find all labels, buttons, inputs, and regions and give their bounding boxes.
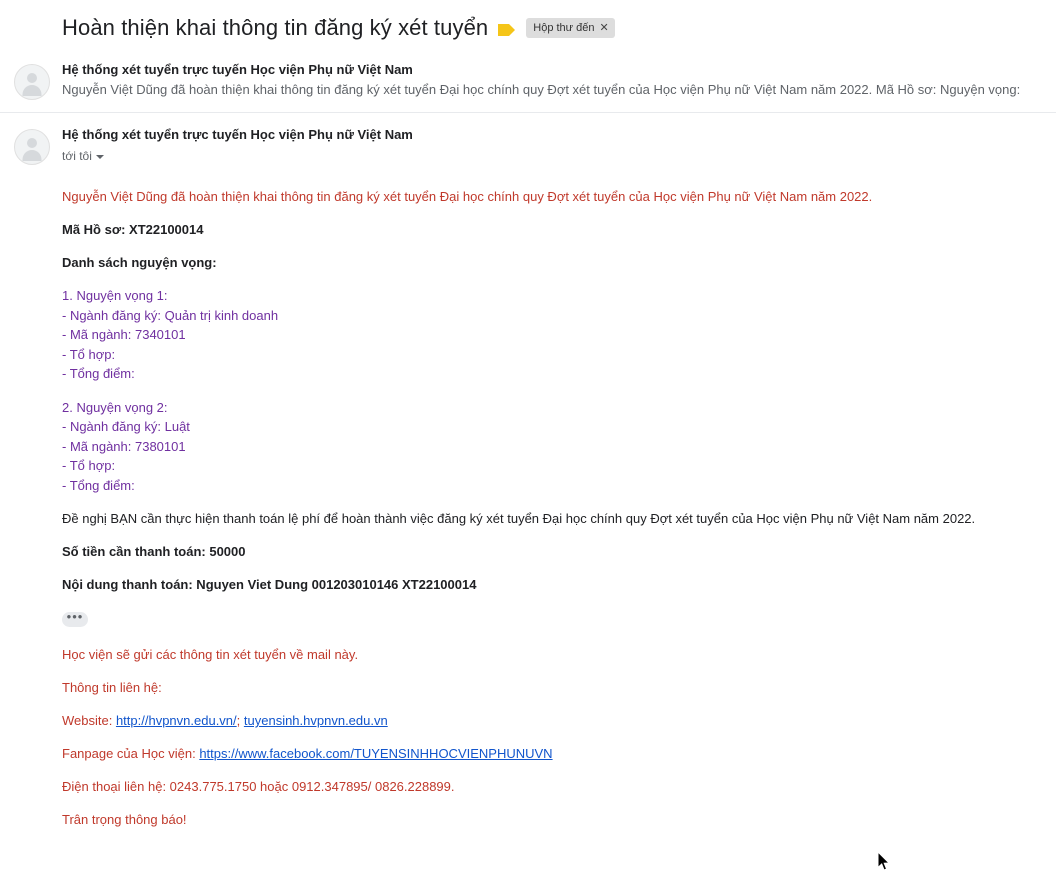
open-message-meta bbox=[62, 125, 1056, 165]
nguyen-vong-2 bbox=[62, 398, 1056, 496]
subject-row bbox=[0, 0, 1056, 52]
danh-sach-nguyen-vong-title: Danh sách nguyện vọng: bbox=[62, 255, 217, 270]
closing-line: Trân trọng thông báo! bbox=[62, 812, 187, 827]
phone-line: Điện thoại liên hệ: 0243.775.1750 hoặc 0912.347895/ 0826.228899. bbox=[62, 779, 455, 794]
website-link-1[interactable]: http://hvpnvn.edu.vn/ bbox=[115, 713, 237, 728]
avatar bbox=[14, 129, 50, 165]
collapsed-message-body bbox=[62, 60, 1056, 100]
nguyen-vong-1 bbox=[62, 286, 1056, 384]
inbox-label-chip[interactable] bbox=[526, 18, 614, 38]
page-title: Hoàn thiện khai thông tin đăng ký xét tuyển bbox=[62, 15, 489, 40]
chevron-down-icon[interactable] bbox=[96, 155, 104, 159]
nguyen-vong-ma-nganh: - Mã ngành: 7340101 bbox=[62, 327, 186, 342]
website-line bbox=[62, 711, 1056, 730]
fanpage-line bbox=[62, 744, 1056, 763]
intro-paragraph: Nguyễn Việt Dũng đã hoàn thiện khai thông tin đăng ký xét tuyển Đại học chính quy Đợt xét tuyển của Học viện Phụ nữ Việt Nam năm 2022. bbox=[62, 189, 873, 204]
inbox-label-text: Hộp thư đến bbox=[533, 21, 595, 34]
sender-name: Hệ thống xét tuyển trực tuyến Học viện Phụ nữ Việt Nam bbox=[62, 127, 413, 142]
payment-description: Nội dung thanh toán: Nguyen Viet Dung 001203010146 XT22100014 bbox=[62, 577, 477, 592]
remove-label-icon[interactable]: ✕ bbox=[599, 21, 609, 34]
website-link-2[interactable]: tuyensinh.hvpnvn.edu.vn bbox=[243, 713, 388, 728]
ellipsis-icon: ••• bbox=[66, 608, 84, 624]
nguyen-vong-nganh: - Ngành đăng ký: Luật bbox=[62, 419, 190, 434]
recipient-label: tới tôi bbox=[62, 149, 92, 163]
nguyen-vong-nganh: - Ngành đăng ký: Quản trị kinh doanh bbox=[62, 307, 279, 323]
show-trimmed-content-button[interactable] bbox=[62, 608, 88, 627]
sender-name: Hệ thống xét tuyển trực tuyến Học viện Phụ nữ Việt Nam bbox=[62, 62, 413, 77]
payment-amount: Số tiền cần thanh toán: 50000 bbox=[62, 544, 246, 559]
fanpage-link[interactable]: https://www.facebook.com/TUYENSINHHOCVIENPHUNUVN bbox=[199, 746, 553, 761]
payment-request-paragraph: Đề nghị BẠN cần thực hiện thanh toán lệ phí để hoàn thành việc đăng ký xét tuyển Đại học chính quy Đợt xét tuyển của Học viện Phụ nữ Việt Nam năm 2022. bbox=[62, 511, 976, 526]
avatar bbox=[14, 64, 50, 100]
label-chevron-icon bbox=[498, 23, 516, 37]
message-snippet: Nguyễn Việt Dũng đã hoàn thiện khai thông tin đăng ký xét tuyển Đại học chính quy Đợt xét tuyển của Học viện Phụ nữ Việt Nam năm 2022. Mã Hồ sơ: Nguyện vọng: bbox=[62, 82, 1021, 97]
email-body bbox=[0, 165, 1056, 829]
recipient-toggle[interactable] bbox=[62, 147, 104, 165]
hoc-vien-note: Học viện sẽ gửi các thông tin xét tuyển về mail này. bbox=[62, 647, 359, 662]
contact-info-title: Thông tin liên hệ: bbox=[62, 680, 162, 695]
ma-ho-so: Mã Hồ sơ: XT22100014 bbox=[62, 222, 204, 237]
website-label: Website: bbox=[62, 713, 116, 728]
website-separator: ; bbox=[236, 713, 244, 728]
nguyen-vong-title: 2. Nguyện vọng 2: bbox=[62, 399, 168, 415]
nguyen-vong-to-hop: - Tổ hợp: bbox=[62, 458, 116, 473]
fanpage-label: Fanpage của Học viện: bbox=[62, 746, 200, 761]
nguyen-vong-to-hop: - Tổ hợp: bbox=[62, 346, 116, 362]
nguyen-vong-tong-diem: - Tổng điểm: bbox=[62, 477, 135, 493]
collapsed-message-row[interactable] bbox=[0, 52, 1056, 113]
open-message-header bbox=[0, 113, 1056, 165]
nguyen-vong-tong-diem: - Tổng điểm: bbox=[62, 366, 135, 381]
nguyen-vong-title: 1. Nguyện vọng 1: bbox=[62, 288, 168, 303]
nguyen-vong-ma-nganh: - Mã ngành: 7380101 bbox=[62, 438, 186, 454]
mouse-cursor bbox=[877, 851, 891, 872]
